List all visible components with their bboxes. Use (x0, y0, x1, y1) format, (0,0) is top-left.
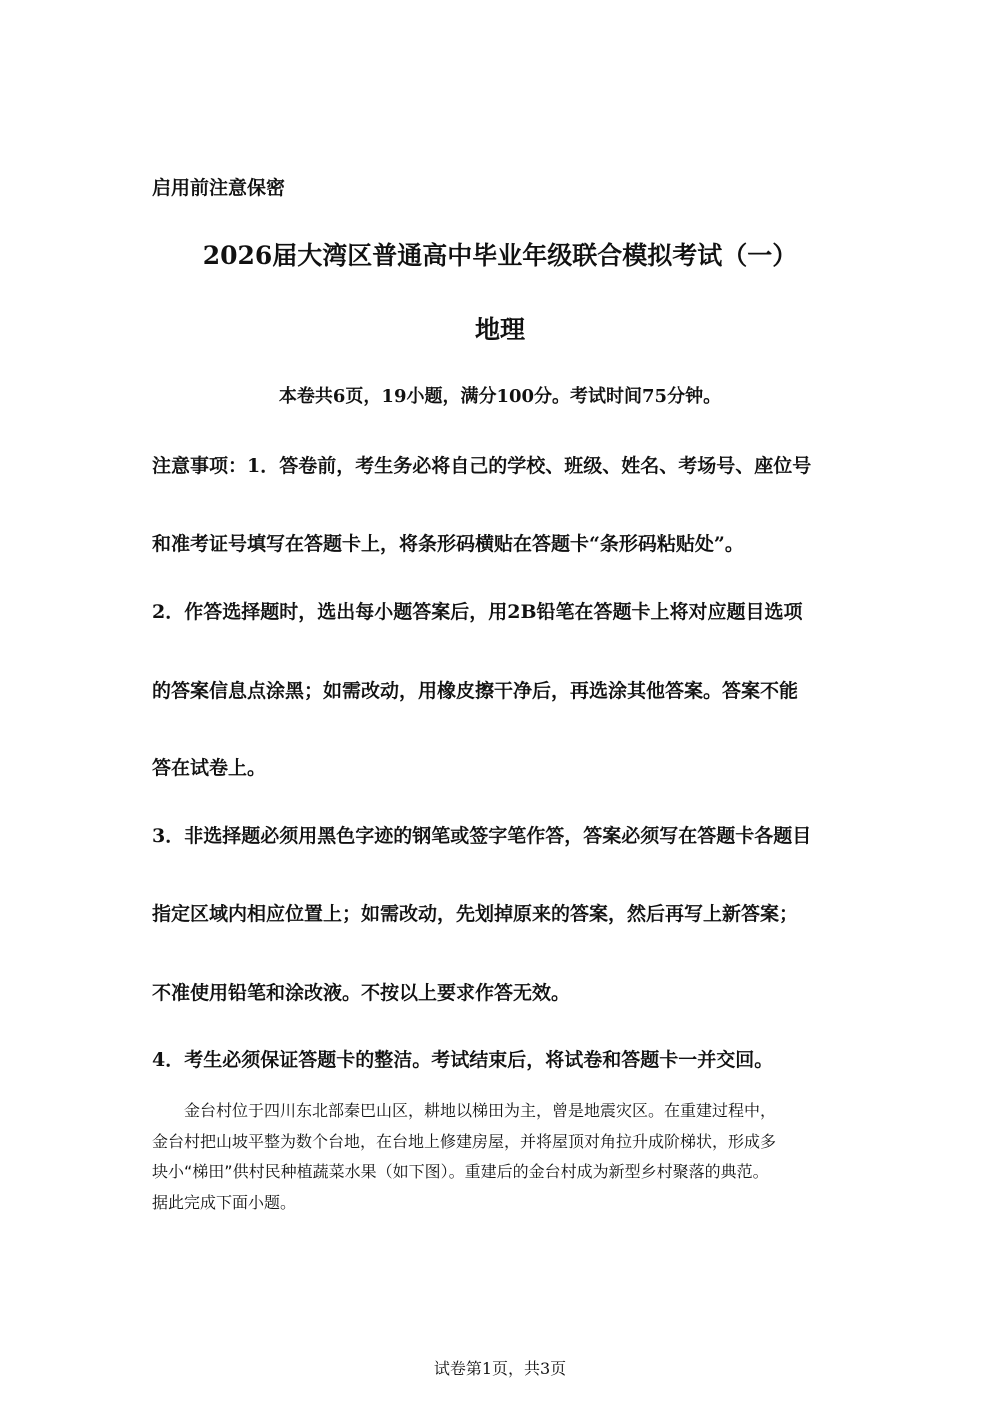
notice-line: 指定区域内相应位置上；如需改动，先划掉原来的答案，然后再写上新答案； (152, 903, 799, 925)
exam-info: 本卷共6页，19小题，满分100分。考试时间75分钟。 (278, 386, 722, 407)
confidential-label: 启用前注意保密 (152, 177, 286, 199)
notice-line: 3．非选择题必须用黑色字迹的钢笔或签字笔作答，答案必须写在答题卡各题目 (152, 825, 812, 847)
passage-line: 块小“梯田”供村民种植蔬菜水果（如下图）。重建后的金台村成为新型乡村聚落的典范。 (152, 1162, 769, 1181)
exam-title: 2026届大湾区普通高中毕业年级联合模拟考试（一） (202, 241, 798, 270)
notice-line: 的答案信息点涂黑；如需改动，用橡皮擦干净后，再选涂其他答案。答案不能 (152, 680, 799, 702)
notice-line: 不准使用铅笔和涂改液。不按以上要求作答无效。 (152, 982, 571, 1004)
page-footer: 试卷第1页，共3页 (433, 1359, 567, 1378)
notice-line: 2．作答选择题时，选出每小题答案后，用2B铅笔在答题卡上将对应题目选项 (152, 601, 803, 623)
question-passage (152, 1096, 864, 1218)
notice-line: 4．考生必须保证答题卡的整洁。考试结束后，将试卷和答题卡一并交回。 (152, 1049, 774, 1071)
passage-line: 金台村把山坡平整为数个台地，在台地上修建房屋，并将屋顶对角拉升成阶梯状，形成多 (152, 1131, 777, 1151)
notice-line: 答在试卷上。 (152, 757, 267, 779)
notice-line: 和准考证号填写在答题卡上，将条形码横贴在答题卡“条形码粘贴处”。 (152, 533, 744, 555)
subject-title: 地理 (474, 315, 525, 344)
notice-line: 注意事项：1．答卷前，考生务必将自己的学校、班级、姓名、考场号、座位号 (152, 455, 812, 477)
passage-line: 金台村位于四川东北部秦巴山区，耕地以梯田为主，曾是地震灾区。在重建过程中， (152, 1101, 777, 1120)
passage-line: 据此完成下面小题。 (152, 1192, 297, 1212)
